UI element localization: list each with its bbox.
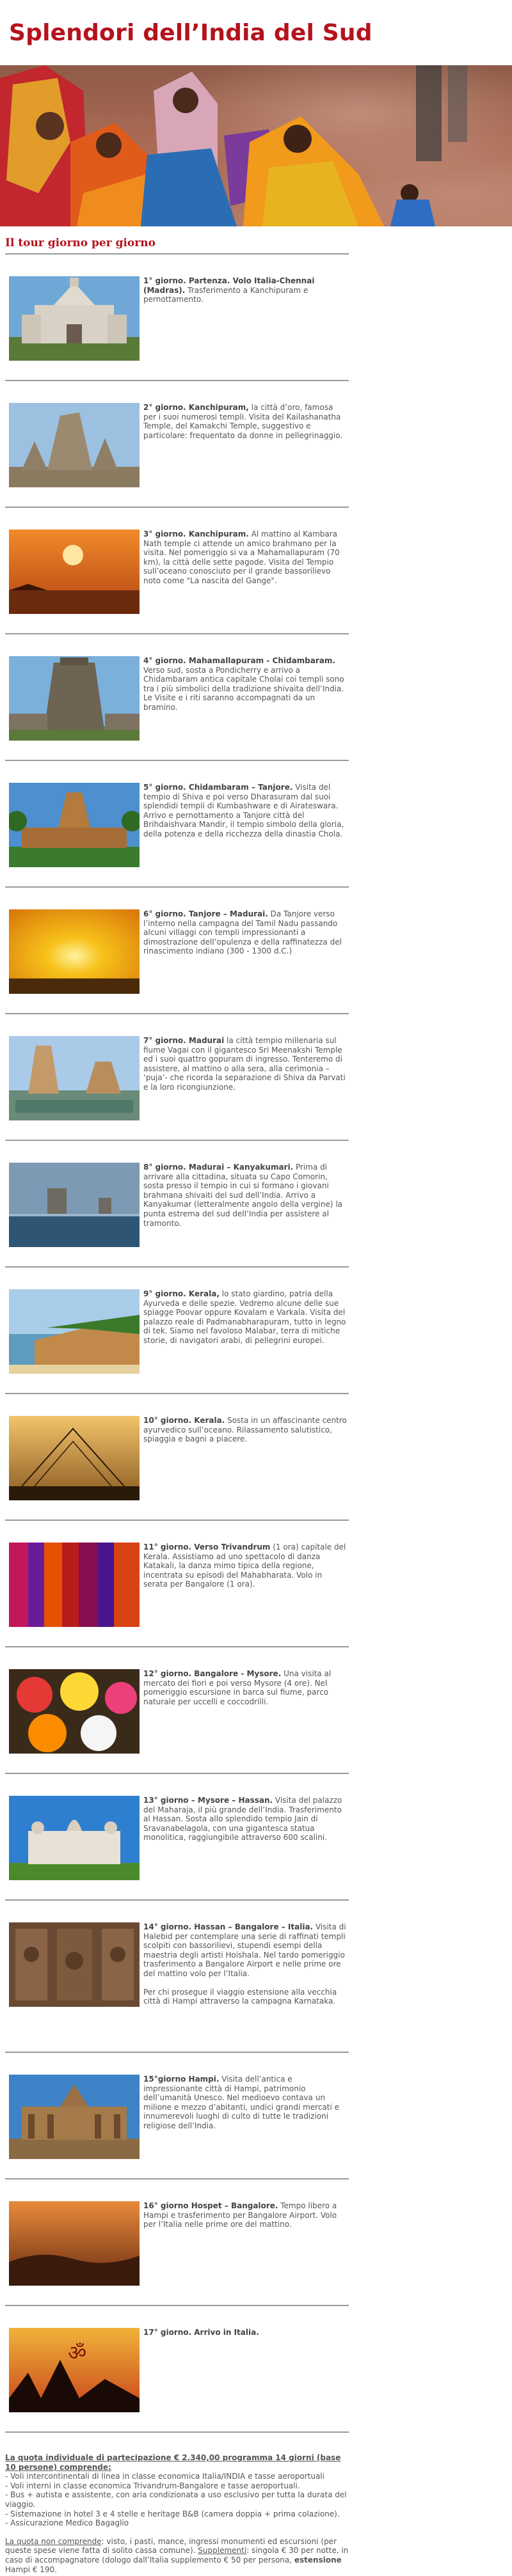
- day-7-text: [143, 1036, 347, 1092]
- day-9: [5, 1268, 349, 1394]
- include-item: - Sistemazione in hotel 3 e 4 stelle e heritage B&B (camera doppia + prima colazione).: [5, 2509, 340, 2518]
- day-13-body: Visita del palazzo del Maharaja, il più grande dell’India. Trasferimento al Hassan. Sosta allo splendido tempio Jain di Sravanabelagola, con una gigantesca statua monolitica, raggiungibile attraverso 600 scalini.: [143, 1796, 342, 1842]
- day-1-text: [143, 276, 347, 304]
- header: [0, 0, 512, 65]
- include-item: - Bus + autista e assistente, con aria condizionata a uso esclusivo per tutta la durata del viaggio.: [5, 2490, 347, 2509]
- day-5-heading: 5° giorno. Chidambaram – Tanjore.: [143, 783, 293, 792]
- photo-kanyakumari-sea: [9, 1163, 140, 1247]
- day-16-text: [143, 2201, 347, 2229]
- day-2-body: la città d’oro, famosa per i suoi numerosi templi. Visita del Kailashanatha Temple, del Kamakchi Temple, suggestivo e particolare: frequentato da donne in pellegrinaggio.: [143, 403, 343, 440]
- day-14-text: [143, 1922, 347, 2006]
- extension-text: Hampi € 190.: [5, 2564, 57, 2574]
- day-8: [5, 1141, 349, 1268]
- day-8-body: Prima di arrivare alla cittadina, situata su Capo Comorin, sosta presso il tempio in cui si formano i giovani brahmana shivaiti del sud dell’India. Arrivo a Kanyakumar (letteralmente angolo della vergine) la punta estrema del sud dell’India per assistere al tramonto.: [143, 1163, 343, 1228]
- photo-halebid-carvings: [9, 1922, 140, 2007]
- supplements-label: Supplementi: [198, 2546, 247, 2556]
- day-4-heading: 4° giorno. Mahamallapuram - Chidambaram.: [143, 656, 335, 665]
- day-10-body: Sosta in un affascinante centro ayurvedico sull’oceano. Rilassamento salutistico, spiaggia e bagni a piacere.: [143, 1416, 347, 1444]
- photo-flower-market: [9, 1669, 140, 1754]
- include-item: - Voli interni in classe economica Trivandrum-Bangalore e tasse aeroportuali.: [5, 2481, 300, 2490]
- pricing-footer: [0, 2433, 349, 2574]
- day-14-heading: 14° giorno. Hassan – Bangalore – Italia.: [143, 1922, 314, 1931]
- day-3-text: [143, 530, 347, 586]
- day-6-body: Da Tanjore verso l’interno nella campagna del Tamil Nadu passando alcuni villaggi con templi impressionanti a dimostrazione dell’opulenza e della raffinatezza del rinascimento indiano (300 - 1300 d.C.): [143, 909, 342, 956]
- day-11-heading: 11° giorno. Verso Trivandrum: [143, 1543, 271, 1551]
- day-13: [5, 1774, 349, 1901]
- day-5-body: Visita del tempio di Shiva e poi verso Dharasuram dal suoi splendidi templi di Kumbashware e di Airateswara. Arrivo e pernottamento a Tanjore città del Brihdaishvara Mandir, il tempio simbolo della gloria, della potenza e della ricchezza della dinastia Chola.: [143, 783, 344, 838]
- day-17-text: [143, 2328, 347, 2337]
- excluded-text: : visto, i pasti, mance, ingressi monumenti ed escursioni (per queste spese viene fatta di solito cassa comune).: [5, 2536, 337, 2556]
- photo-hampi-ruins: [9, 2075, 140, 2159]
- tour-section: [0, 237, 349, 2433]
- day-12-heading: 12° giorno. Bangalore - Mysore.: [143, 1669, 282, 1678]
- day-10-heading: 10° giorno. Kerala.: [143, 1416, 225, 1425]
- photo-kerala-cliff-beach: [9, 1289, 140, 1374]
- photo-orange-sunrise: [9, 530, 140, 614]
- day-5-text: [143, 783, 347, 839]
- day-5: [5, 761, 349, 888]
- quota-title: La quota individuale di partecipazione € 2.340,00 programma 14 giorni (base 10 persone) comprende:: [5, 2453, 341, 2472]
- photo-om-silhouette: [9, 2328, 140, 2412]
- day-12-body: Una visita al mercato dei fiori e poi verso Mysore (4 ore). Nel pomeriggio escursione in barca sul fiume, parco naturale per uccelli e coccodrilli.: [143, 1669, 332, 1706]
- photo-chinese-fishing-nets: [9, 1416, 140, 1500]
- day-6: [5, 888, 349, 1014]
- photo-yellow-sunset: [9, 909, 140, 994]
- day-2: [5, 381, 349, 508]
- photo-white-temple: [9, 276, 140, 361]
- day-3-heading: 3° giorno. Kanchipuram.: [143, 530, 249, 538]
- photo-meenakshi-temple: [9, 1036, 140, 1120]
- day-8-text: [143, 1163, 347, 1228]
- photo-gopuram-tower: [9, 656, 140, 741]
- day-1-body: Trasferimento a Kanchipuram e pernottamento.: [143, 285, 308, 304]
- hero-illustration: [0, 65, 512, 226]
- tour-section-title: Il tour giorno per giorno: [5, 237, 156, 249]
- day-15-heading: 15°giorno Hampi.: [143, 2075, 220, 2084]
- day-12-text: [143, 1669, 347, 1706]
- page-title: Splendori dell’India del Sud: [9, 19, 372, 46]
- day-16-body: Tempo libero a Hampi e trasferimento per Bangalore Airport. Volo per l’Italia nelle prime ore del mattino.: [143, 2201, 337, 2229]
- day-9-text: [143, 1289, 347, 1346]
- hero-photo-women-in-saris: [0, 65, 512, 226]
- day-4-text: [143, 656, 347, 712]
- day-7-heading: 7° giorno. Madurai: [143, 1036, 225, 1045]
- supplements-text: : singola € 30 per notte, in caso di accompagnatore (dologo dall’Italia supplemento € 50 per persona,: [5, 2546, 349, 2564]
- day-3-body: Al mattino al Kambara Nath temple ci attende un amico brahmano per la visita. Nel pomeriggio si va a Mahamallapuram (70 km), la città delle sette pagode. Visita del Tempio sull’oceano conosciuto per il grande bassorilievo noto come "La nascita del Gange".: [143, 530, 340, 585]
- day-17-heading: 17° giorno. Arrivo in Italia.: [143, 2328, 259, 2337]
- day-1: [5, 255, 349, 381]
- day-15-body: Visita dell’antica e impressionante città di Hampi, patrimonio dell’umanità Unesco. Nel medioevo contava un milione e mezzo d’abitanti, undici grandi mercati e innumerevoli luoghi di culto di tutte le tradizioni religiose dell’India.: [143, 2075, 340, 2130]
- day-14-body: Visita di Halebid per contemplare una serie di raffinati templi scolpiti con bassorilievi, stupendi esempi della maestria degli artisti Hoishala. Nel tardo pomeriggio trasferimento a Bangalore Airport e nelle prime ore del mattino volo per l’Italia.: [143, 1922, 346, 1978]
- day-15-text: [143, 2075, 347, 2131]
- day-1-heading: 1° giorno. Partenza. Volo Italia-Chennai (Madras).: [143, 276, 315, 295]
- photo-hampi-sunset: [9, 2201, 140, 2286]
- day-11: [5, 1521, 349, 1647]
- day-7: [5, 1014, 349, 1141]
- divider: [5, 2431, 349, 2433]
- photo-brihadeeswara-temple: [9, 783, 140, 867]
- extension-label: estensione: [294, 2555, 342, 2564]
- day-6-heading: 6° giorno. Tanjore – Madurai.: [143, 909, 268, 918]
- day-3: [5, 508, 349, 634]
- day-16: [5, 2179, 349, 2306]
- day-14-extension: Per chi prosegue il viaggio estensione alla vecchia città di Hampi attraverso la campagna Karnataka.: [143, 1987, 337, 2006]
- day-4-body: Verso sud, sosta a Pondicherry e arrivo a Chidambaram antica capitale Cholai coi templi sono tra i più simbolici della tradizione shivaita dell’India. Le Visite e i riti saranno accompagnati da un bramino.: [143, 665, 344, 712]
- day-13-text: [143, 1796, 347, 1842]
- svg-text:ॐ: ॐ: [68, 2341, 87, 2365]
- day-13-heading: 13° giorno – Mysore – Hassan.: [143, 1796, 273, 1805]
- day-6-text: [143, 909, 347, 956]
- day-14: [5, 1901, 349, 2053]
- include-item: - Voli intercontinentali di linea in classe economica Italia/INDIA e tasse aeroportuali: [5, 2472, 324, 2481]
- day-16-heading: 16° giorno Hospet – Bangalore.: [143, 2201, 278, 2210]
- day-15: [5, 2053, 349, 2179]
- day-11-body: (1 ora) capitale del Kerala. Assistiamo ad uno spettacolo di danza Katakali, la danza mimo tipica della regione, incentrata su episodi del Mahabharata. Volo in serata per Bangalore (1 ora).: [143, 1543, 346, 1589]
- day-8-heading: 8° giorno. Madurai – Kanyakumari.: [143, 1163, 294, 1172]
- day-11-text: [143, 1543, 347, 1589]
- day-17: [5, 2306, 349, 2433]
- day-10-text: [143, 1416, 347, 1444]
- excluded-label: La quota non comprende: [5, 2536, 102, 2546]
- excluded-paragraph: [5, 2537, 349, 2574]
- photo-mysore-palace: [9, 1796, 140, 1880]
- day-2-text: [143, 403, 347, 440]
- day-2-heading: 2° giorno. Kanchipuram,: [143, 403, 249, 412]
- day-9-heading: 9° giorno. Kerala,: [143, 1289, 220, 1298]
- photo-colorful-fabrics: [9, 1543, 140, 1627]
- day-9-body: lo stato giardino, patria della Ayurveda e delle spezie. Vedremo alcune delle sue spiagge Poovar oppure Kovalam e Varkala. Visita del palazzo reale di Padmanabharapuram, tutto in legno di tek. Siamo nel favoloso Malabar, terra di mitiche storie, di navigatori arabi, di pellegrini europei.: [143, 1289, 346, 1345]
- day-4: [5, 634, 349, 761]
- day-10: [5, 1394, 349, 1521]
- photo-stone-temple: [9, 403, 140, 487]
- include-item: - Assicurazione Medico Bagaglio: [5, 2518, 129, 2528]
- day-7-body: la città tempio millenaria sul fiume Vagai con il gigantesco Sri Meenakshi Temple ed i suoi quattro gopuram di ingresso. Tenteremo di assistere, al mattino o alla sera, alla cerimonia – ‘puja’- che ricorda la separazione di Shiva da Parvati e la loro ricongiunzione.: [143, 1036, 346, 1092]
- day-12: [5, 1647, 349, 1774]
